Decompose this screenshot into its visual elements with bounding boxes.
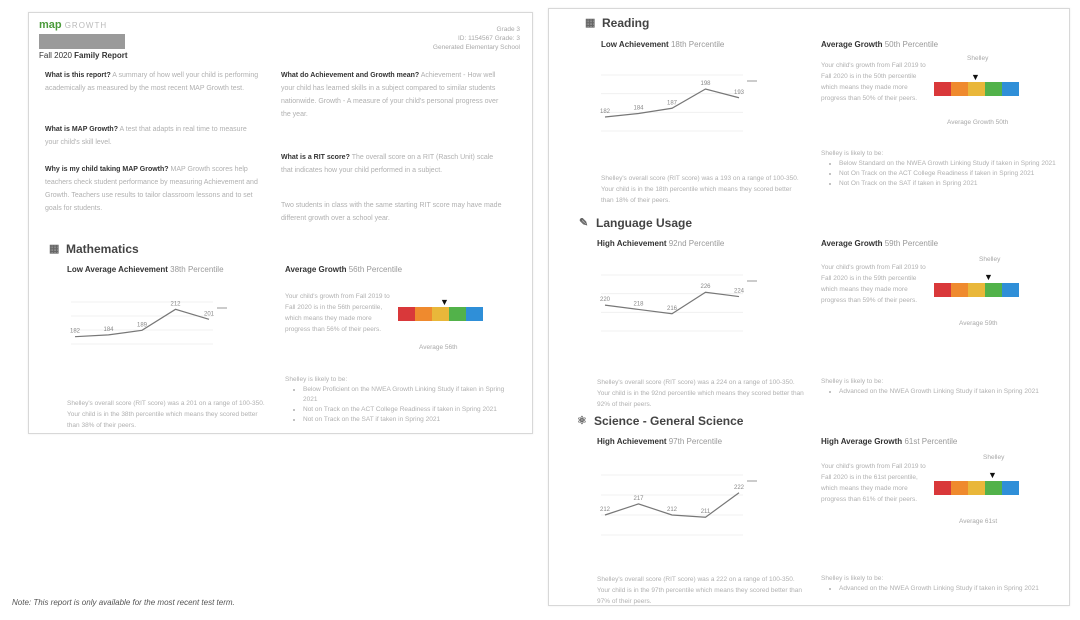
- faq-question: What do Achievement and Growth mean?: [281, 72, 420, 79]
- section-title: Mathematics: [66, 242, 139, 256]
- faq-achievement-growth: [281, 69, 506, 121]
- section-mathematics: [49, 242, 139, 256]
- rit-data-label: 220: [599, 297, 611, 304]
- scale-segment-blue: [466, 307, 483, 321]
- rit-data-label: 189: [136, 322, 148, 329]
- header-line: Generated Elementary School: [432, 44, 520, 51]
- likely-item: • Not On Track on the SAT if taken in Spring 2021: [839, 179, 1061, 189]
- section-science: [577, 414, 743, 428]
- header-line: Grade 3: [496, 26, 520, 33]
- faq-question: Why is my child taking MAP Growth?: [45, 166, 169, 173]
- rit-data-label: 184: [103, 326, 114, 333]
- likely-item: • Not on Track on the ACT College Readiness if taken in Spring 2021: [303, 405, 510, 415]
- reading-rit-description: Shelley's overall score (RIT score) was a 193 on a range of 100-350. Your child is in the 18th percentile which means they scored better than 18% of their peers.: [601, 175, 799, 204]
- rit-data-label: 224: [733, 288, 745, 295]
- redacted-student-name: [39, 34, 125, 49]
- scale-segment-red: [934, 481, 951, 495]
- faq-answer: Achievement - How well your child has learned skills in a subject compared to similar students nationwide. Growth - A measure of your child's personal progress over the year.: [281, 72, 499, 118]
- scale-segment-yellow: [968, 283, 985, 297]
- math-growth-heading: [285, 265, 402, 274]
- growth-marker-label: Shelley: [967, 55, 989, 62]
- rit-data-label: 226: [700, 284, 711, 291]
- report-term: Fall 2020: [39, 51, 72, 60]
- likely-label: Shelley is likely to be:: [821, 575, 884, 582]
- scale-segment-orange: [951, 82, 968, 96]
- scale-segment-green: [985, 283, 1002, 297]
- likely-item: • Advanced on the NWEA Growth Linking Study if taken in Spring 2021: [839, 584, 1061, 594]
- scale-segment-green: [985, 82, 1002, 96]
- faq-question: What is MAP Growth?: [45, 126, 118, 133]
- pencil-icon: ✎: [579, 216, 589, 229]
- scale-segment-blue: [1002, 481, 1019, 495]
- rit-data-label: 184: [633, 105, 644, 112]
- faq-what-is-map: [45, 123, 260, 149]
- likely-item: • Below Standard on the NWEA Growth Linking Study if taken in Spring 2021: [839, 159, 1061, 169]
- achievement-label: High Achievement: [597, 437, 667, 446]
- likely-label: Shelley is likely to be:: [285, 376, 348, 383]
- section-title: Reading: [602, 16, 650, 30]
- scale-segment-orange: [951, 481, 968, 495]
- faq-why-taking: [45, 163, 260, 215]
- rit-data-label: 187: [666, 100, 678, 107]
- section-language-usage: [579, 216, 692, 230]
- likely-item: • Below Proficient on the NWEA Growth Linking Study if taken in Spring 2021: [303, 385, 510, 405]
- likely-item: • Advanced on the NWEA Growth Linking Study if taken in Spring 2021: [839, 387, 1061, 397]
- likely-item: • Not On Track on the ACT College Readiness if taken in Spring 2021: [839, 169, 1061, 179]
- growth-percentile: 50th Percentile: [884, 40, 939, 49]
- book-icon: ▦: [585, 16, 596, 29]
- header-line: ID: 1154567 Grade: 3: [457, 35, 520, 42]
- growth-percentile: 56th Percentile: [348, 265, 403, 274]
- science-rit-chart: [593, 461, 789, 557]
- math-growth-scale: [398, 307, 483, 321]
- science-likely-list: [821, 574, 1061, 594]
- atom-icon: ⚛: [577, 414, 587, 427]
- achievement-percentile: 18th Percentile: [670, 40, 725, 49]
- growth-marker-label: Shelley: [979, 256, 1001, 263]
- growth-marker-icon: ▼: [440, 297, 449, 307]
- likely-label: Shelley is likely to be:: [821, 378, 884, 385]
- math-growth-caption: Average 56th: [419, 344, 458, 351]
- rit-data-label: 218: [633, 301, 644, 308]
- rit-data-label: 211: [700, 509, 711, 516]
- rit-data-label: 193: [733, 89, 745, 96]
- rit-data-label: 217: [633, 495, 644, 502]
- scale-segment-yellow: [432, 307, 449, 321]
- achievement-label: Low Achievement: [601, 40, 669, 49]
- language-growth-heading: [821, 239, 938, 248]
- rit-data-label: 222: [733, 484, 745, 491]
- reading-achievement-heading: [601, 40, 724, 49]
- faq-rit-note: [281, 199, 506, 225]
- report-title: [39, 51, 128, 60]
- faq-answer: A summary of how well your child is performing academically as measured by the most recent MAP Growth test.: [45, 72, 259, 92]
- math-rit-chart: [63, 288, 259, 366]
- likely-label: Shelley is likely to be:: [821, 150, 884, 157]
- scale-segment-blue: [1002, 283, 1019, 297]
- science-growth-heading: [821, 437, 957, 446]
- calculator-icon: ▦: [49, 242, 60, 255]
- achievement-percentile: 92nd Percentile: [668, 239, 725, 248]
- faq-what-is-report: [45, 69, 260, 95]
- likely-item: • Not on Track on the SAT if taken in Spring 2021: [303, 415, 510, 425]
- science-growth-description: Your child's growth from Fall 2019 to Fall 2020 is in the 61st percentile, which means they made more progress than 61% of their peers.: [821, 463, 926, 503]
- achievement-percentile: 38th Percentile: [170, 265, 224, 274]
- reading-growth-scale: [934, 82, 1019, 96]
- achievement-label: High Achievement: [597, 239, 667, 248]
- math-rit-description: Shelley's overall score (RIT score) was a 201 on a range of 100-350. Your child is in the 38th percentile which means they scored better than 38% of their peers.: [67, 400, 265, 429]
- scale-segment-yellow: [968, 82, 985, 96]
- rit-data-label: 212: [599, 507, 611, 513]
- growth-marker-icon: ▼: [988, 470, 997, 480]
- report-label: Family Report: [74, 51, 128, 60]
- reading-rit-chart: [593, 61, 789, 153]
- language-growth-caption: Average 59th: [959, 320, 998, 327]
- growth-label: Average Growth: [285, 265, 347, 274]
- growth-percentile: 59th Percentile: [884, 239, 939, 248]
- reading-likely-list: [821, 149, 1061, 189]
- language-rit-description: Shelley's overall score (RIT score) was a 224 on a range of 100-350. Your child is in the 92nd percentile which means they scored better than 92% of their peers.: [597, 379, 804, 408]
- scale-segment-green: [449, 307, 466, 321]
- report-page-right: [548, 8, 1070, 606]
- math-achievement-heading: [67, 265, 224, 274]
- growth-marker-label: Shelley: [983, 454, 1005, 461]
- faq-question: What is a RIT score?: [281, 154, 350, 161]
- rit-data-label: 201: [203, 311, 215, 318]
- math-growth-description: Your child's growth from Fall 2019 to Fall 2020 is in the 56th percentile, which means they made more progress than 56% of their peers.: [285, 293, 390, 333]
- footnote: Note: This report is only available for the most recent test term.: [12, 598, 235, 607]
- faq-answer: Two students in class with the same starting RIT score may have made different growth over a school year.: [281, 202, 502, 222]
- scale-segment-yellow: [968, 481, 985, 495]
- reading-growth-caption: Average Growth 50th: [947, 119, 1009, 126]
- language-growth-description: Your child's growth from Fall 2019 to Fall 2020 is in the 59th percentile which means they made more progress than 59% of their peers.: [821, 264, 926, 304]
- math-likely-list: [285, 375, 510, 425]
- faq-answer: The overall score on a RIT (Rasch Unit) scale that indicates how your child performed in a subject.: [281, 154, 494, 174]
- header-student-info: [400, 25, 520, 52]
- growth-marker-icon: ▼: [984, 272, 993, 282]
- rit-data-label: 212: [170, 301, 181, 308]
- section-title: Science - General Science: [594, 414, 744, 428]
- faq-question: What is this report?: [45, 72, 111, 79]
- growth-label: Average Growth: [821, 239, 883, 248]
- rit-data-label: 216: [666, 305, 678, 312]
- language-achievement-heading: [597, 239, 724, 248]
- brand-map: map: [39, 19, 62, 31]
- language-growth-scale: [934, 283, 1019, 297]
- scale-segment-orange: [951, 283, 968, 297]
- achievement-label: Low Average Achievement: [67, 265, 168, 274]
- science-achievement-heading: [597, 437, 722, 446]
- brand-growth: GROWTH: [64, 21, 108, 30]
- growth-percentile: 61st Percentile: [904, 437, 958, 446]
- scale-segment-red: [398, 307, 415, 321]
- scale-segment-red: [934, 283, 951, 297]
- scale-segment-blue: [1002, 82, 1019, 96]
- scale-segment-orange: [415, 307, 432, 321]
- science-rit-description: Shelley's overall score (RIT score) was a 222 on a range of 100-350. Your child is in the 97th percentile which means they scored better than 97% of their peers.: [597, 576, 802, 605]
- reading-growth-heading: [821, 40, 938, 49]
- science-growth-scale: [934, 481, 1019, 495]
- scale-segment-green: [985, 481, 1002, 495]
- report-page-left: [28, 12, 533, 434]
- rit-data-label: 182: [69, 328, 81, 335]
- faq-answer: A test that adapts in real time to measure your child's skill level.: [45, 126, 247, 146]
- growth-label: Average Growth: [821, 40, 883, 49]
- language-rit-chart: [593, 261, 789, 353]
- growth-label: High Average Growth: [821, 437, 903, 446]
- rit-data-label: 212: [666, 507, 678, 513]
- faq-rit-score: [281, 151, 506, 177]
- growth-marker-icon: ▼: [971, 72, 980, 82]
- rit-data-label: 182: [599, 109, 611, 115]
- scale-segment-red: [934, 82, 951, 96]
- section-title: Language Usage: [596, 216, 693, 230]
- reading-growth-description: Your child's growth from Fall 2019 to Fall 2020 is in the 50th percentile which means they made more progress than 50% of their peers.: [821, 62, 926, 102]
- rit-data-label: 198: [700, 81, 711, 87]
- brand-logo: [39, 19, 107, 31]
- achievement-percentile: 97th Percentile: [668, 437, 723, 446]
- faq-answer: MAP Growth scores help teachers check student performance by measuring Achievement and Growth. Teachers use results to tailor classroom lessons and to set goals for students.: [45, 166, 258, 212]
- section-reading: [585, 16, 649, 30]
- science-growth-caption: Average 61st: [959, 518, 998, 525]
- language-likely-list: [821, 377, 1061, 397]
- rit-score-line: [605, 493, 739, 517]
